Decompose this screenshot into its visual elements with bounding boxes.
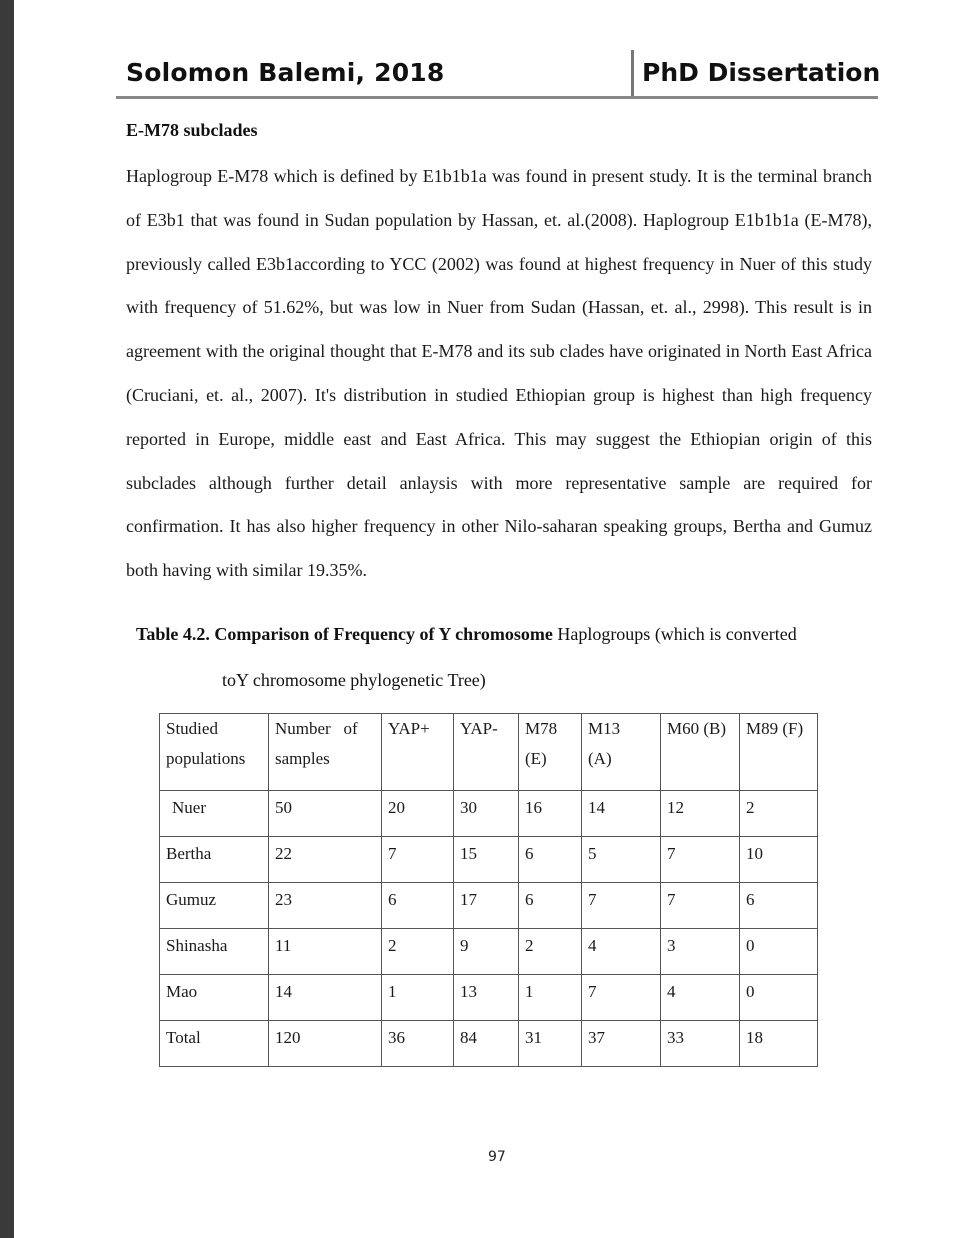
table-row — [160, 791, 818, 837]
table-cell: 2 — [382, 929, 454, 975]
body-paragraph: Haplogroup E-M78 which is defined by E1b1b1a was found in present study. It is the terminal branch of E3b1 that was found in Sudan population by Hassan, et. al.(2008). Haplogroup E1b1b1a (E-M78), previously called E3b1according to YCC (2002) was found at highest frequency in Nuer of this study with frequency of 51.62%, but was low in Nuer from Sudan (Hassan, et. al., 2998). This result is in agreement with the original thought that E-M78 and its sub clades have originated in North East Africa (Cruciani, et. al., 2007). It's distribution in studied Ethiopian group is highest than high frequency reported in Europe, middle east and East Africa. This may suggest the Ethiopian origin of this subclades although further detail anlaysis with more representative sample are required for confirmation. It has also higher frequency in other Nilo-saharan speaking groups, Bertha and Gumuz both having with similar 19.35%. — [126, 166, 872, 581]
table-cell: 16 — [519, 791, 582, 837]
table-header-cell — [582, 714, 661, 791]
table-cell: 37 — [582, 1021, 661, 1067]
table-cell: 23 — [269, 883, 382, 929]
table-header-cell — [661, 714, 740, 791]
table-cell: 6 — [382, 883, 454, 929]
table-cell: Nuer — [160, 791, 269, 837]
header-doc-type: PhD Dissertation — [642, 58, 881, 87]
header-line: YAP+ — [388, 719, 430, 738]
header-author: Solomon Balemi, 2018 — [126, 58, 445, 87]
table-cell: 4 — [661, 975, 740, 1021]
table-cell: 2 — [740, 791, 818, 837]
table-cell: 12 — [661, 791, 740, 837]
table-cell: Total — [160, 1021, 269, 1067]
table-cell: 30 — [454, 791, 519, 837]
table-row — [160, 929, 818, 975]
table-caption-rest: Haplogroups (which is converted — [552, 624, 797, 644]
header-line: M89 (F) — [746, 719, 804, 738]
table-cell: 11 — [269, 929, 382, 975]
table-cell: 0 — [740, 929, 818, 975]
table-cell: 9 — [454, 929, 519, 975]
table-header-cell — [454, 714, 519, 791]
section-title: E-M78 subclades — [126, 120, 258, 140]
page-number: 97 — [488, 1149, 506, 1165]
table-cell: 6 — [740, 883, 818, 929]
table-cell: 10 — [740, 837, 818, 883]
table-cell: 15 — [454, 837, 519, 883]
table-row — [160, 1021, 818, 1067]
table-cell: 6 — [519, 883, 582, 929]
header-line: samples — [275, 749, 330, 768]
table-row — [160, 837, 818, 883]
header-line: M13 — [588, 719, 621, 738]
table-header-cell — [519, 714, 582, 791]
table-cell: 4 — [582, 929, 661, 975]
header-line: M60 (B) — [667, 719, 727, 738]
table-cell: Gumuz — [160, 883, 269, 929]
table-cell: Shinasha — [160, 929, 269, 975]
table-caption — [136, 624, 797, 645]
table-cell: 36 — [382, 1021, 454, 1067]
table-cell: 31 — [519, 1021, 582, 1067]
table-cell: 50 — [269, 791, 382, 837]
table-cell: 120 — [269, 1021, 382, 1067]
table-cell: 6 — [519, 837, 582, 883]
table-caption-line2: toY chromosome phylogenetic Tree) — [222, 670, 486, 690]
header-line: YAP- — [460, 719, 498, 738]
header-line: M78 — [525, 719, 558, 738]
table-cell: 20 — [382, 791, 454, 837]
table-cell: 0 — [740, 975, 818, 1021]
header-rule — [116, 96, 878, 99]
table-cell: Mao — [160, 975, 269, 1021]
table-cell: 7 — [582, 975, 661, 1021]
table-cell: 2 — [519, 929, 582, 975]
header-divider — [631, 50, 634, 98]
table-cell: 14 — [269, 975, 382, 1021]
document-page — [14, 0, 976, 1238]
table-cell: 17 — [454, 883, 519, 929]
frequency-table — [159, 713, 818, 1067]
table-cell: Bertha — [160, 837, 269, 883]
header-line: Studied — [166, 719, 218, 738]
table-cell: 84 — [454, 1021, 519, 1067]
table-cell: 18 — [740, 1021, 818, 1067]
table-row — [160, 975, 818, 1021]
table-cell: 13 — [454, 975, 519, 1021]
table-cell: 7 — [661, 837, 740, 883]
table-row — [160, 883, 818, 929]
table-cell: 7 — [661, 883, 740, 929]
table-cell: 7 — [382, 837, 454, 883]
table-caption-bold: Table 4.2. Comparison of Frequency of Y chromosome — [136, 624, 553, 644]
table-header-cell — [269, 714, 382, 791]
header-line: (E) — [525, 749, 547, 768]
table-cell: 1 — [382, 975, 454, 1021]
table-cell: 22 — [269, 837, 382, 883]
table-header-cell — [160, 714, 269, 791]
header-line: (A) — [588, 749, 612, 768]
table-cell: 33 — [661, 1021, 740, 1067]
header-line: populations — [166, 749, 246, 768]
table-cell: 3 — [661, 929, 740, 975]
table-cell: 14 — [582, 791, 661, 837]
table-cell: 7 — [582, 883, 661, 929]
header-line: Number of — [275, 719, 358, 738]
table-header-cell — [740, 714, 818, 791]
table-header-row — [160, 714, 818, 791]
table-cell: 1 — [519, 975, 582, 1021]
table-header-cell — [382, 714, 454, 791]
table-cell: 5 — [582, 837, 661, 883]
